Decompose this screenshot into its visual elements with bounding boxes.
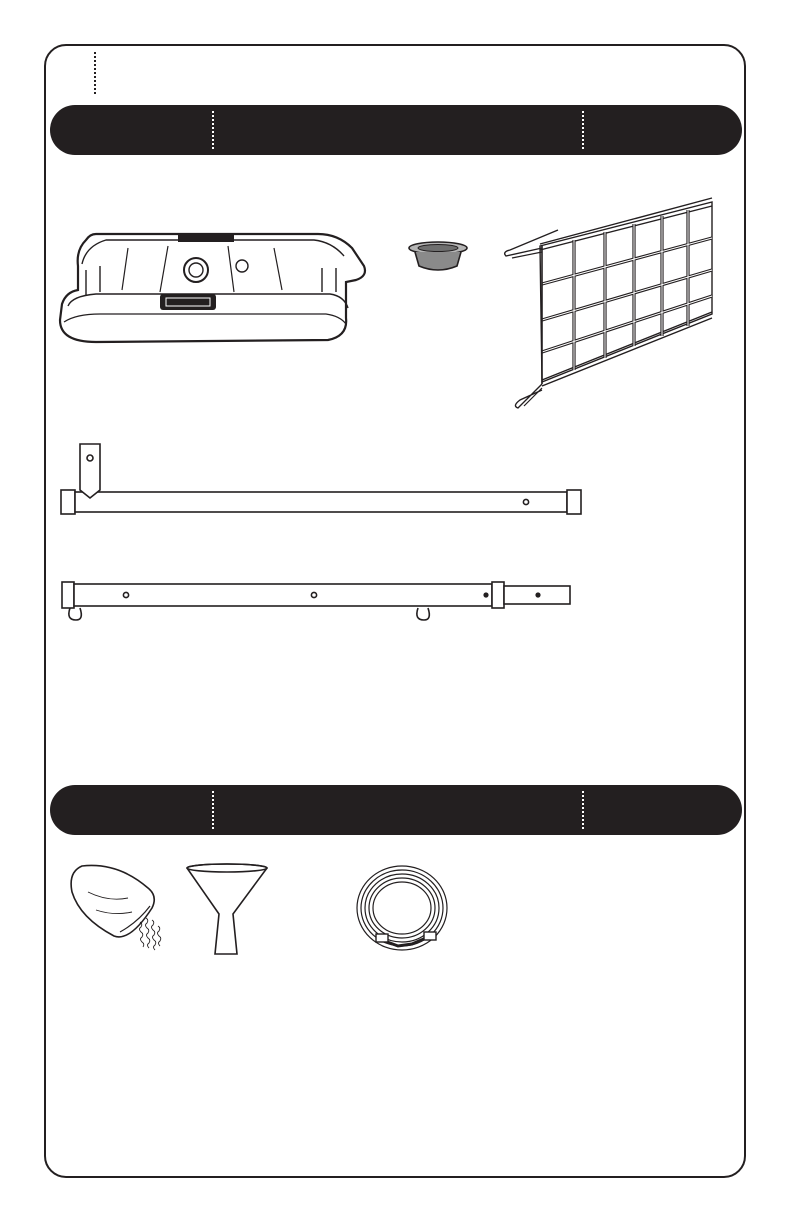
net-icon bbox=[502, 194, 718, 416]
upright-pole-icon bbox=[58, 442, 586, 518]
section-1-header-band bbox=[50, 105, 742, 155]
telescoping-pole-icon bbox=[60, 578, 574, 624]
section-1-header-separator-b bbox=[582, 111, 584, 149]
base-icon bbox=[56, 226, 368, 350]
funnel-icon bbox=[184, 862, 270, 958]
section-2-header-separator-b bbox=[582, 791, 584, 829]
section-1-header-separator-a bbox=[212, 111, 214, 149]
section-2-header-separator-a bbox=[212, 791, 214, 829]
garden-hose-icon bbox=[354, 864, 450, 956]
plug-cap-icon bbox=[406, 240, 470, 274]
corner-dotted-divider bbox=[94, 52, 96, 94]
section-2-header-band bbox=[50, 785, 742, 835]
sand-bag-icon bbox=[68, 862, 168, 962]
